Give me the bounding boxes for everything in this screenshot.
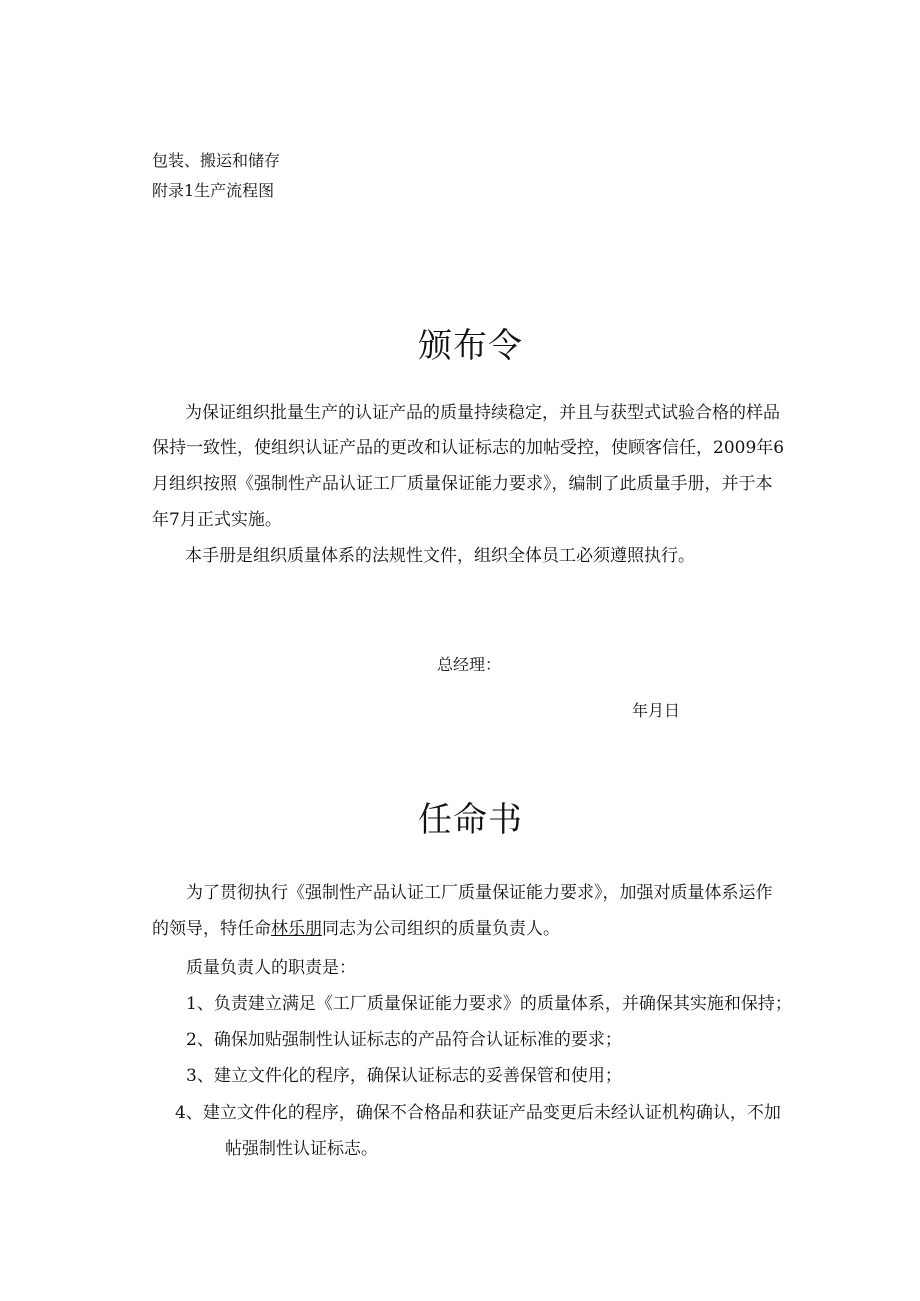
- promulgation-paragraph1-line1: 为保证组织批量生产的认证产品的质量持续稳定，并且与获型式试验合格的样品: [185, 403, 780, 423]
- duty-item-4-line2: 帖强制性认证标志。: [225, 1139, 378, 1159]
- duty-item-3: 3、建立文件化的程序，确保认证标志的妥善保管和使用；: [186, 1066, 622, 1086]
- duty-item-4-line1: 4、建立文件化的程序，确保不合格品和获证产品变更后未经认证机构确认，不加: [175, 1103, 781, 1123]
- promulgation-paragraph2: 本手册是组织质量体系的法规性文件，组织全体员工必须遵照执行。: [185, 546, 695, 566]
- appointment-paragraph1-line2: [152, 918, 560, 940]
- duty-item-2: 2、确保加贴强制性认证标志的产品符合认证标准的要求；: [186, 1030, 622, 1050]
- promulgation-paragraph1-line3: 月组织按照《强制性产品认证工厂质量保证能力要求》，编制了此质量手册，并于本: [152, 474, 773, 494]
- date-label: 年月日: [632, 701, 681, 720]
- duties-label: 质量负责人的职责是：: [186, 958, 356, 978]
- promulgation-paragraph1-line4: 年7月正式实施。: [152, 510, 282, 530]
- signer-label: 总经理：: [437, 655, 502, 674]
- promulgation-paragraph1-line2: 保持一致性，使组织认证产品的更改和认证标志的加帖受控，使顾客信任，2009年6: [152, 438, 785, 458]
- appointment-text-prefix: 的领导，特任命: [152, 919, 271, 939]
- promulgation-title: 颁布令: [418, 326, 523, 366]
- toc-line-packaging: 包装、搬运和储存: [152, 151, 281, 170]
- appointee-name: 林乐朋: [271, 919, 322, 939]
- duty-item-1: 1、负责建立满足《工厂质量保证能力要求》的质量体系，并确保其实施和保持；: [186, 994, 792, 1014]
- appointment-text-suffix: 同志为公司组织的质量负责人。: [322, 919, 560, 939]
- toc-line-appendix: 附录1生产流程图: [152, 181, 275, 200]
- appointment-paragraph1-line1: 为了贯彻执行《强制性产品认证工厂质量保证能力要求》，加强对质量体系运作: [186, 883, 773, 903]
- appointment-title: 任命书: [418, 800, 523, 840]
